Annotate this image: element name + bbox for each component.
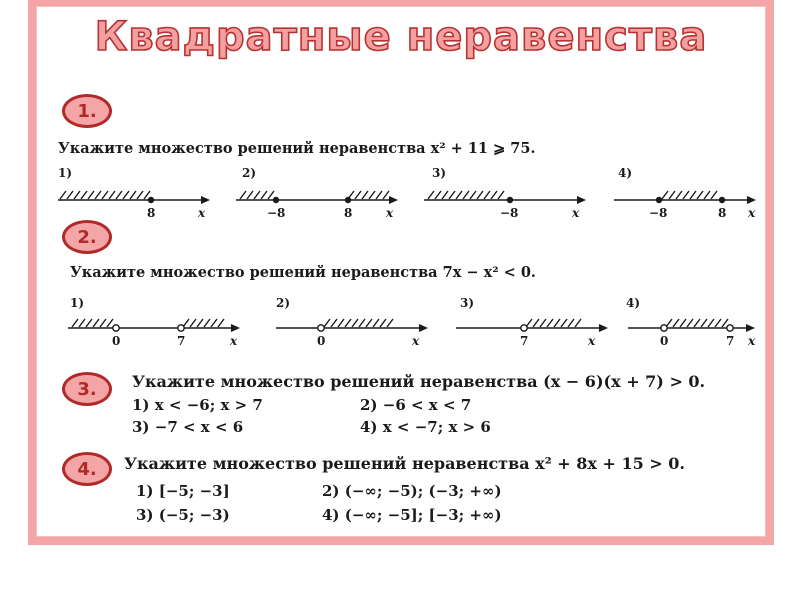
- axis-variable: x: [386, 206, 394, 220]
- task-4-badge: 4.: [62, 452, 112, 486]
- hatch-left: [428, 191, 504, 199]
- task-1-option-3-label: 3): [432, 166, 447, 180]
- hatch-right: [183, 319, 224, 327]
- task-2-option-1-axis: [68, 309, 248, 349]
- task-3-answer-1: 1) x < −6; x > 7: [132, 396, 263, 414]
- hatch-left: [72, 319, 113, 327]
- open-point: [727, 325, 733, 331]
- tick-label: 0: [660, 334, 669, 348]
- axis-variable: x: [198, 206, 206, 220]
- axis-variable: x: [748, 206, 756, 220]
- hatch-left: [240, 191, 274, 199]
- axis-variable: x: [588, 334, 596, 348]
- arrow-icon: [577, 196, 586, 204]
- task-2-option-1-label: 1): [70, 296, 85, 310]
- tick-label: 0: [112, 334, 121, 348]
- arrow-icon: [389, 196, 398, 204]
- filled-point: [148, 197, 154, 203]
- axis-variable: x: [412, 334, 420, 348]
- task-3-question: Укажите множество решений неравенства (x − 6)(x + 7) > 0.: [132, 372, 706, 391]
- tick-label: −8: [649, 206, 668, 220]
- filled-point: [507, 197, 513, 203]
- open-point: [318, 325, 324, 331]
- task-1-option-3-axis: [424, 181, 594, 221]
- open-point: [521, 325, 527, 331]
- task-1-option-1-label: 1): [58, 166, 73, 180]
- task-4-answer-1: 1) [−5; −3]: [136, 482, 230, 500]
- slide-content: [36, 6, 766, 537]
- tick-label: 8: [718, 206, 727, 220]
- task-1-question: Укажите множество решений неравенства x² + 11 ⩾ 75.: [58, 140, 536, 157]
- tick-label: −8: [500, 206, 519, 220]
- tick-label: 7: [726, 334, 735, 348]
- task-1-option-1-axis: [58, 181, 218, 221]
- arrow-icon: [599, 324, 608, 332]
- task-4-answer-3: 3) (−5; −3): [136, 506, 230, 524]
- hatch-left: [60, 191, 150, 199]
- hatch-right: [348, 191, 389, 199]
- open-point: [178, 325, 184, 331]
- task-1-badge: 1.: [62, 94, 112, 128]
- page-title: Квадратные неравенства: [94, 14, 708, 60]
- task-3-badge: 3.: [62, 372, 112, 406]
- hatch-right: [526, 319, 581, 327]
- axis-variable: x: [230, 334, 238, 348]
- axis-variable: x: [572, 206, 580, 220]
- arrow-icon: [231, 324, 240, 332]
- slide-frame: [28, 0, 774, 545]
- task-1-option-4-axis: [614, 181, 764, 221]
- task-4-question: Укажите множество решений неравенства x² + 8x + 15 > 0.: [124, 454, 685, 473]
- axis-variable: x: [748, 334, 756, 348]
- task-2-option-2-axis: [276, 309, 436, 349]
- filled-point: [719, 197, 725, 203]
- arrow-icon: [419, 324, 428, 332]
- task-3-answer-2: 2) −6 < x < 7: [360, 396, 472, 414]
- hatch-middle: [662, 191, 717, 199]
- open-point: [661, 325, 667, 331]
- task-1-option-2-axis: [236, 181, 406, 221]
- task-4-answer-2: 2) (−∞; −5); (−3; +∞): [322, 482, 502, 500]
- task-2-question: Укажите множество решений неравенства 7x − x² < 0.: [70, 264, 536, 281]
- task-2-option-4-label: 4): [626, 296, 641, 310]
- task-2-option-2-label: 2): [276, 296, 291, 310]
- arrow-icon: [201, 196, 210, 204]
- tick-label: 0: [317, 334, 326, 348]
- arrow-icon: [746, 324, 755, 332]
- tick-label: 7: [177, 334, 186, 348]
- task-2-option-3-label: 3): [460, 296, 475, 310]
- hatch-right: [324, 319, 393, 327]
- task-4-answer-4: 4) (−∞; −5]; [−3; +∞): [322, 506, 502, 524]
- tick-label: 8: [147, 206, 156, 220]
- task-2-badge: 2.: [62, 220, 112, 254]
- task-2-option-4-axis: [628, 309, 763, 349]
- task-2-option-3-axis: [456, 309, 616, 349]
- arrow-icon: [747, 196, 756, 204]
- tick-label: 7: [520, 334, 529, 348]
- task-3-answer-4: 4) x < −7; x > 6: [360, 418, 491, 436]
- filled-point: [656, 197, 662, 203]
- task-1-option-2-label: 2): [242, 166, 257, 180]
- tick-label: −8: [267, 206, 286, 220]
- filled-point: [273, 197, 279, 203]
- task-3-answer-3: 3) −7 < x < 6: [132, 418, 244, 436]
- hatch-middle: [666, 319, 728, 327]
- task-1-option-4-label: 4): [618, 166, 633, 180]
- open-point: [113, 325, 119, 331]
- tick-label: 8: [344, 206, 353, 220]
- filled-point: [345, 197, 351, 203]
